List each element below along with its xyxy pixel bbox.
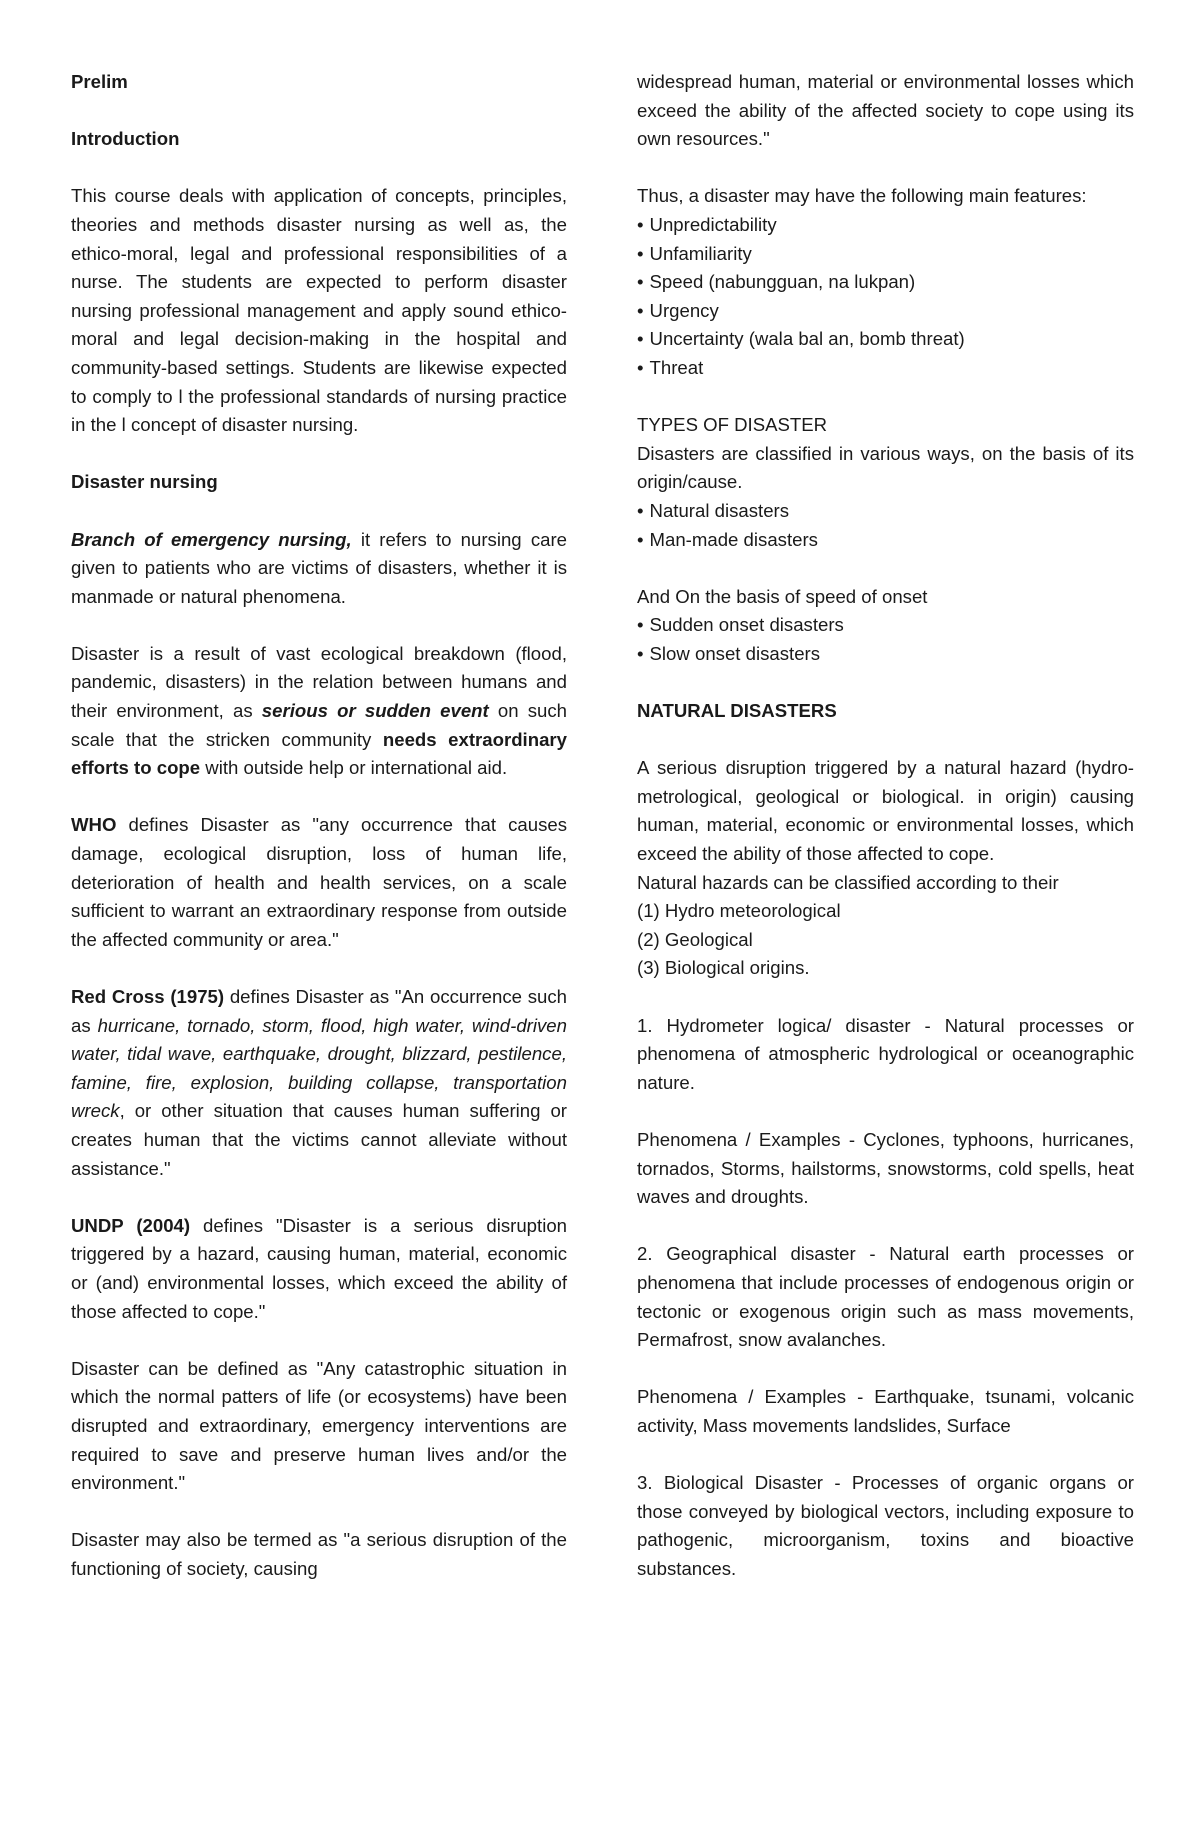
result-text-1: Disaster is a result of vast ecological breakdown (flood, pandemic, disasters) in the relation between humans and their environment, as: [71, 642, 567, 722]
right-column: [637, 68, 1134, 1583]
bullet-icon: •: [637, 299, 644, 321]
result-emphasis-1: serious or sudden event: [261, 700, 489, 722]
introduction-heading: Introduction: [71, 128, 180, 150]
result-emphasis-2: needs extraordinary efforts to cope: [71, 728, 567, 779]
feature-item: [637, 354, 1134, 383]
hydro-examples: Phenomena / Examples - Cyclones, typhoons, hurricanes, tornados, Storms, hailstorms, snowstorms, cold spells, heat waves and droughts.: [637, 1128, 1134, 1208]
disaster-nursing-heading: Disaster nursing: [71, 471, 218, 493]
hazard-class-item: [637, 897, 1134, 926]
list-item-text: Slow onset disasters: [649, 642, 821, 664]
who-definition: defines Disaster as "any occurrence that causes damage, ecological disruption, loss of human life, deterioration of health and health services, on a scale sufficient to warrant an extraordinary response from outside the affected community or area.": [71, 814, 567, 950]
undp-paragraph: [71, 1212, 567, 1326]
list-item-text: (3) Biological origins.: [637, 957, 810, 979]
bullet-icon: •: [637, 242, 644, 264]
origin-list: [637, 497, 1134, 554]
feature-item: [637, 325, 1134, 354]
result-paragraph: [71, 640, 567, 783]
branch-term: Branch of emergency nursing,: [71, 528, 352, 550]
features-block: [637, 182, 1134, 382]
list-item-text: Natural disasters: [649, 499, 790, 521]
natural-paragraph: A serious disruption triggered by a natural hazard (hydro-metrological, geological or biological. in origin) causing human, material, economic or environmental losses, which exceed the ability of those affected to cope.: [637, 757, 1134, 865]
bullet-icon: •: [637, 356, 644, 378]
undp-label: UNDP (2004): [71, 1214, 191, 1236]
hydro-paragraph: 1. Hydrometer logica/ disaster - Natural processes or phenomena of atmospheric hydrological or oceanographic nature.: [637, 1014, 1134, 1093]
hazards-intro: Natural hazards can be classified according to their: [637, 871, 1059, 893]
redcross-examples: hurricane, tornado, storm, flood, high water, wind-driven water, tidal wave, earthquake, drought, blizzard, pestilence, famine, fire, explosion, building collapse, transportation wreck: [71, 1014, 567, 1122]
natural-block: [637, 754, 1134, 983]
who-label: WHO: [71, 814, 117, 836]
features-list: [637, 211, 1134, 383]
bullet-icon: •: [637, 642, 644, 664]
hazard-class-item: [637, 926, 1134, 955]
continued-paragraph: widespread human, material or environmental losses which exceed the ability of the affected society to cope using its own resources.": [637, 71, 1134, 150]
bullet-icon: •: [637, 213, 644, 235]
speed-intro: And On the basis of speed of onset: [637, 585, 928, 607]
list-item-text: Speed (nabungguan, na lukpan): [649, 271, 916, 293]
undp-definition: defines "Disaster is a serious disruption triggered by a hazard, causing human, material, economic or (and) environmental losses, which exceed the ability of those affected to cope.": [71, 1214, 568, 1322]
list-item-text: Urgency: [649, 299, 719, 321]
bullet-icon: •: [637, 328, 644, 350]
feature-item: [637, 297, 1134, 326]
list-item-text: Threat: [649, 356, 704, 378]
catastrophic-paragraph: Disaster can be defined as "Any catastrophic situation in which the normal patters of life (or ecosystems) have been disrupted and extraordinary, emergency interventions are required to save and preserve human lives and/or the environment.": [71, 1357, 567, 1494]
intro-paragraph: This course deals with application of concepts, principles, theories and methods disaster nursing as well as, the ethico-moral, legal and professional responsibilities of a nurse. The students are expected to perform disaster nursing professional management and apply sound ethico-moral and legal decision-making in the hospital and community-based settings. Students are likewise expected to comply to l the professional standards of nursing practice in the l concept of disaster nursing.: [71, 185, 567, 436]
types-block: [637, 411, 1134, 554]
speed-item: [637, 611, 1134, 640]
geo-paragraph: 2. Geographical disaster - Natural earth processes or phenomena that include processes of endogenous origin or tectonic or exogenous origin such as mass movements, Permafrost, snow avalanches.: [637, 1243, 1134, 1351]
natural-disasters-heading: NATURAL DISASTERS: [637, 700, 837, 722]
feature-item: [637, 268, 1134, 297]
redcross-text-2: , or other situation that causes human suffering or creates human that the victims cannot alleviate without assistance.": [71, 1100, 567, 1179]
redcross-paragraph: [71, 983, 567, 1183]
bullet-icon: •: [637, 528, 644, 550]
result-text-2: on such scale that the stricken community: [71, 700, 568, 750]
redcross-label: Red Cross (1975): [71, 986, 225, 1007]
branch-definition: it refers to nursing care given to patients who are victims of disasters, whether it is manmade or natural phenomena.: [71, 528, 567, 607]
origin-item: [637, 526, 1134, 555]
list-item-text: (2) Geological: [637, 928, 753, 950]
geo-examples: Phenomena / Examples - Earthquake, tsunami, volcanic activity, Mass movements landslides, Surface: [637, 1386, 1134, 1436]
list-item-text: Man-made disasters: [649, 528, 818, 550]
branch-paragraph: [71, 526, 567, 612]
speed-item: [637, 640, 1134, 669]
features-intro: Thus, a disaster may have the following main features:: [637, 185, 1087, 207]
speed-list: [637, 611, 1134, 668]
bullet-icon: •: [637, 499, 644, 521]
list-item-text: Sudden onset disasters: [649, 614, 844, 636]
redcross-text-1: defines Disaster as "An occurrence such as: [71, 986, 567, 1036]
who-paragraph: [71, 811, 567, 954]
prelim-heading: Prelim: [71, 71, 128, 92]
result-text-3: with outside help or international aid.: [200, 757, 508, 779]
hazard-class-item: [637, 954, 1134, 983]
hazard-class-list: [637, 897, 1134, 983]
types-heading: TYPES OF DISASTER: [637, 414, 828, 436]
speed-block: [637, 583, 1134, 669]
termed-paragraph: Disaster may also be termed as "a serious disruption of the functioning of society, causing: [71, 1529, 567, 1579]
bullet-icon: •: [637, 271, 644, 293]
list-item-text: Uncertainty (wala bal an, bomb threat): [649, 328, 965, 350]
left-column: [71, 68, 567, 1583]
types-paragraph: Disasters are classified in various ways, on the basis of its origin/cause.: [637, 442, 1134, 493]
origin-item: [637, 497, 1134, 526]
feature-item: [637, 211, 1134, 240]
bullet-icon: •: [637, 614, 644, 636]
feature-item: [637, 240, 1134, 269]
list-item-text: Unpredictability: [649, 213, 777, 235]
list-item-text: (1) Hydro meteorological: [637, 900, 841, 922]
list-item-text: Unfamiliarity: [649, 242, 752, 264]
bio-paragraph: 3. Biological Disaster - Processes of organic organs or those conveyed by biological vectors, including exposure to pathogenic, microorganism, toxins and bioactive substances.: [637, 1472, 1134, 1579]
